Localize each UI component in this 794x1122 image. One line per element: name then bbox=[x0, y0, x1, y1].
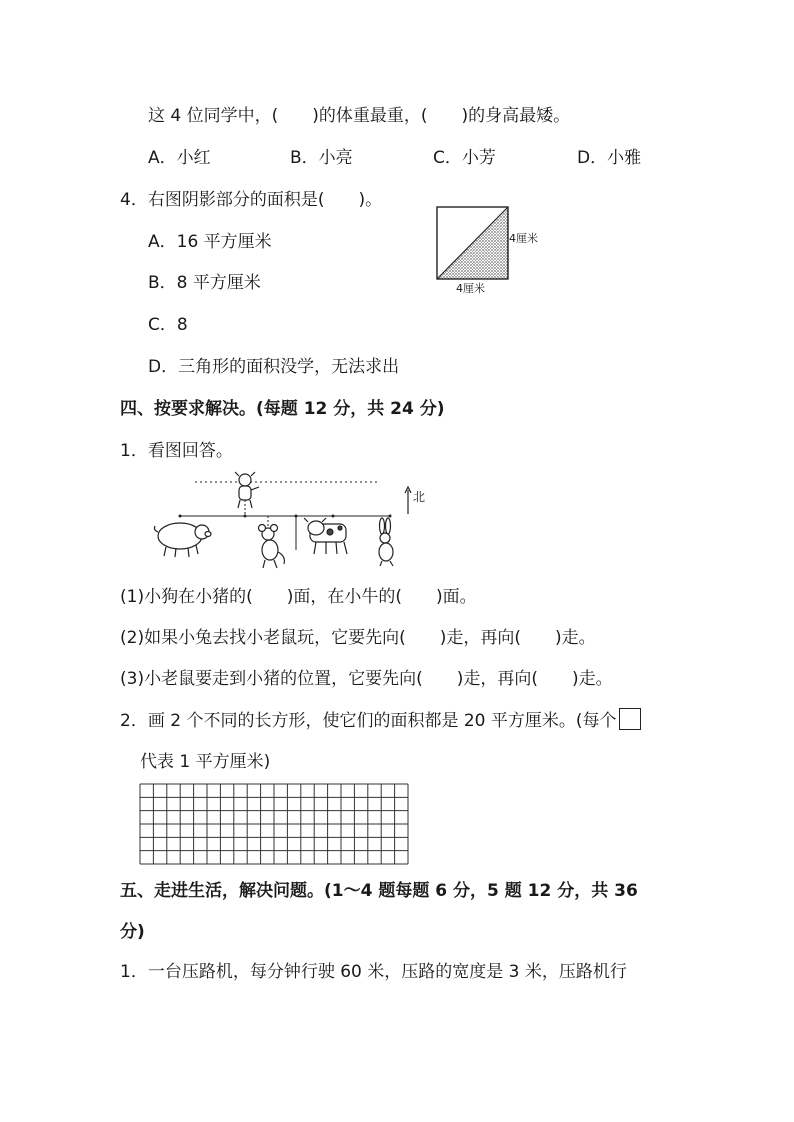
s4-q1-stem: 1．看图回答。 bbox=[120, 441, 233, 461]
s4-q1-sub1: (1)小狗在小猪的( )面，在小牛的( )面。 bbox=[120, 587, 477, 607]
unit-square-icon bbox=[619, 708, 641, 730]
section5-heading-line2: 分) bbox=[120, 922, 145, 942]
section5-heading-line1: 五、走进生活，解决问题。(1～4 题每题 6 分，5 题 12 分，共 36 bbox=[120, 881, 638, 901]
q4-option-d: D．三角形的面积没学，无法求出 bbox=[148, 357, 400, 377]
section4-heading: 四、按要求解决。(每题 12 分，共 24 分) bbox=[120, 399, 445, 419]
q3-option-c: C．小芳 bbox=[433, 148, 496, 168]
q3-option-d: D．小雅 bbox=[577, 148, 642, 168]
s4-q2-stem bbox=[120, 708, 641, 733]
q3-option-a: A．小红 bbox=[148, 148, 211, 168]
s4-q1-sub3: (3)小老鼠要走到小猪的位置，它要先向( )走，再向( )走。 bbox=[120, 669, 613, 689]
q4-stem: 4．右图阴影部分的面积是( )。 bbox=[120, 190, 383, 210]
cow-icon bbox=[304, 518, 347, 554]
s5-q1-line1: 1．一台压路机，每分钟行驶 60 米，压路的宽度是 3 米，压路机行 bbox=[120, 962, 627, 982]
q4-square-figure bbox=[437, 207, 547, 297]
q4-option-b: B．8 平方厘米 bbox=[148, 273, 261, 293]
q4-side-label: 4厘米 bbox=[509, 232, 538, 245]
square-grid bbox=[139, 783, 409, 865]
s4-q1-sub2: (2)如果小兔去找小老鼠玩，它要先向( )走，再向( )走。 bbox=[120, 628, 596, 648]
animal-map-figure bbox=[150, 470, 440, 570]
s4-q2-stem-cont: 代表 1 平方厘米) bbox=[140, 752, 271, 772]
s4-q2-stem-text: 2．画 2 个不同的长方形，使它们的面积都是 20 平方厘米。(每个 bbox=[120, 711, 617, 731]
q4-option-a: A．16 平方厘米 bbox=[148, 232, 272, 252]
q4-option-c: C．8 bbox=[148, 315, 188, 335]
mouse-icon bbox=[259, 525, 285, 569]
q3-tail-text: 这 4 位同学中，( )的体重最重，( )的身高最矮。 bbox=[148, 106, 571, 126]
pig-icon bbox=[154, 523, 211, 557]
rabbit-icon bbox=[379, 518, 393, 566]
q4-bottom-label: 4厘米 bbox=[456, 282, 485, 295]
north-label: 北 bbox=[413, 490, 426, 504]
north-arrow-icon bbox=[403, 486, 413, 516]
q3-option-b: B．小亮 bbox=[290, 148, 353, 168]
dog-icon bbox=[235, 472, 259, 508]
